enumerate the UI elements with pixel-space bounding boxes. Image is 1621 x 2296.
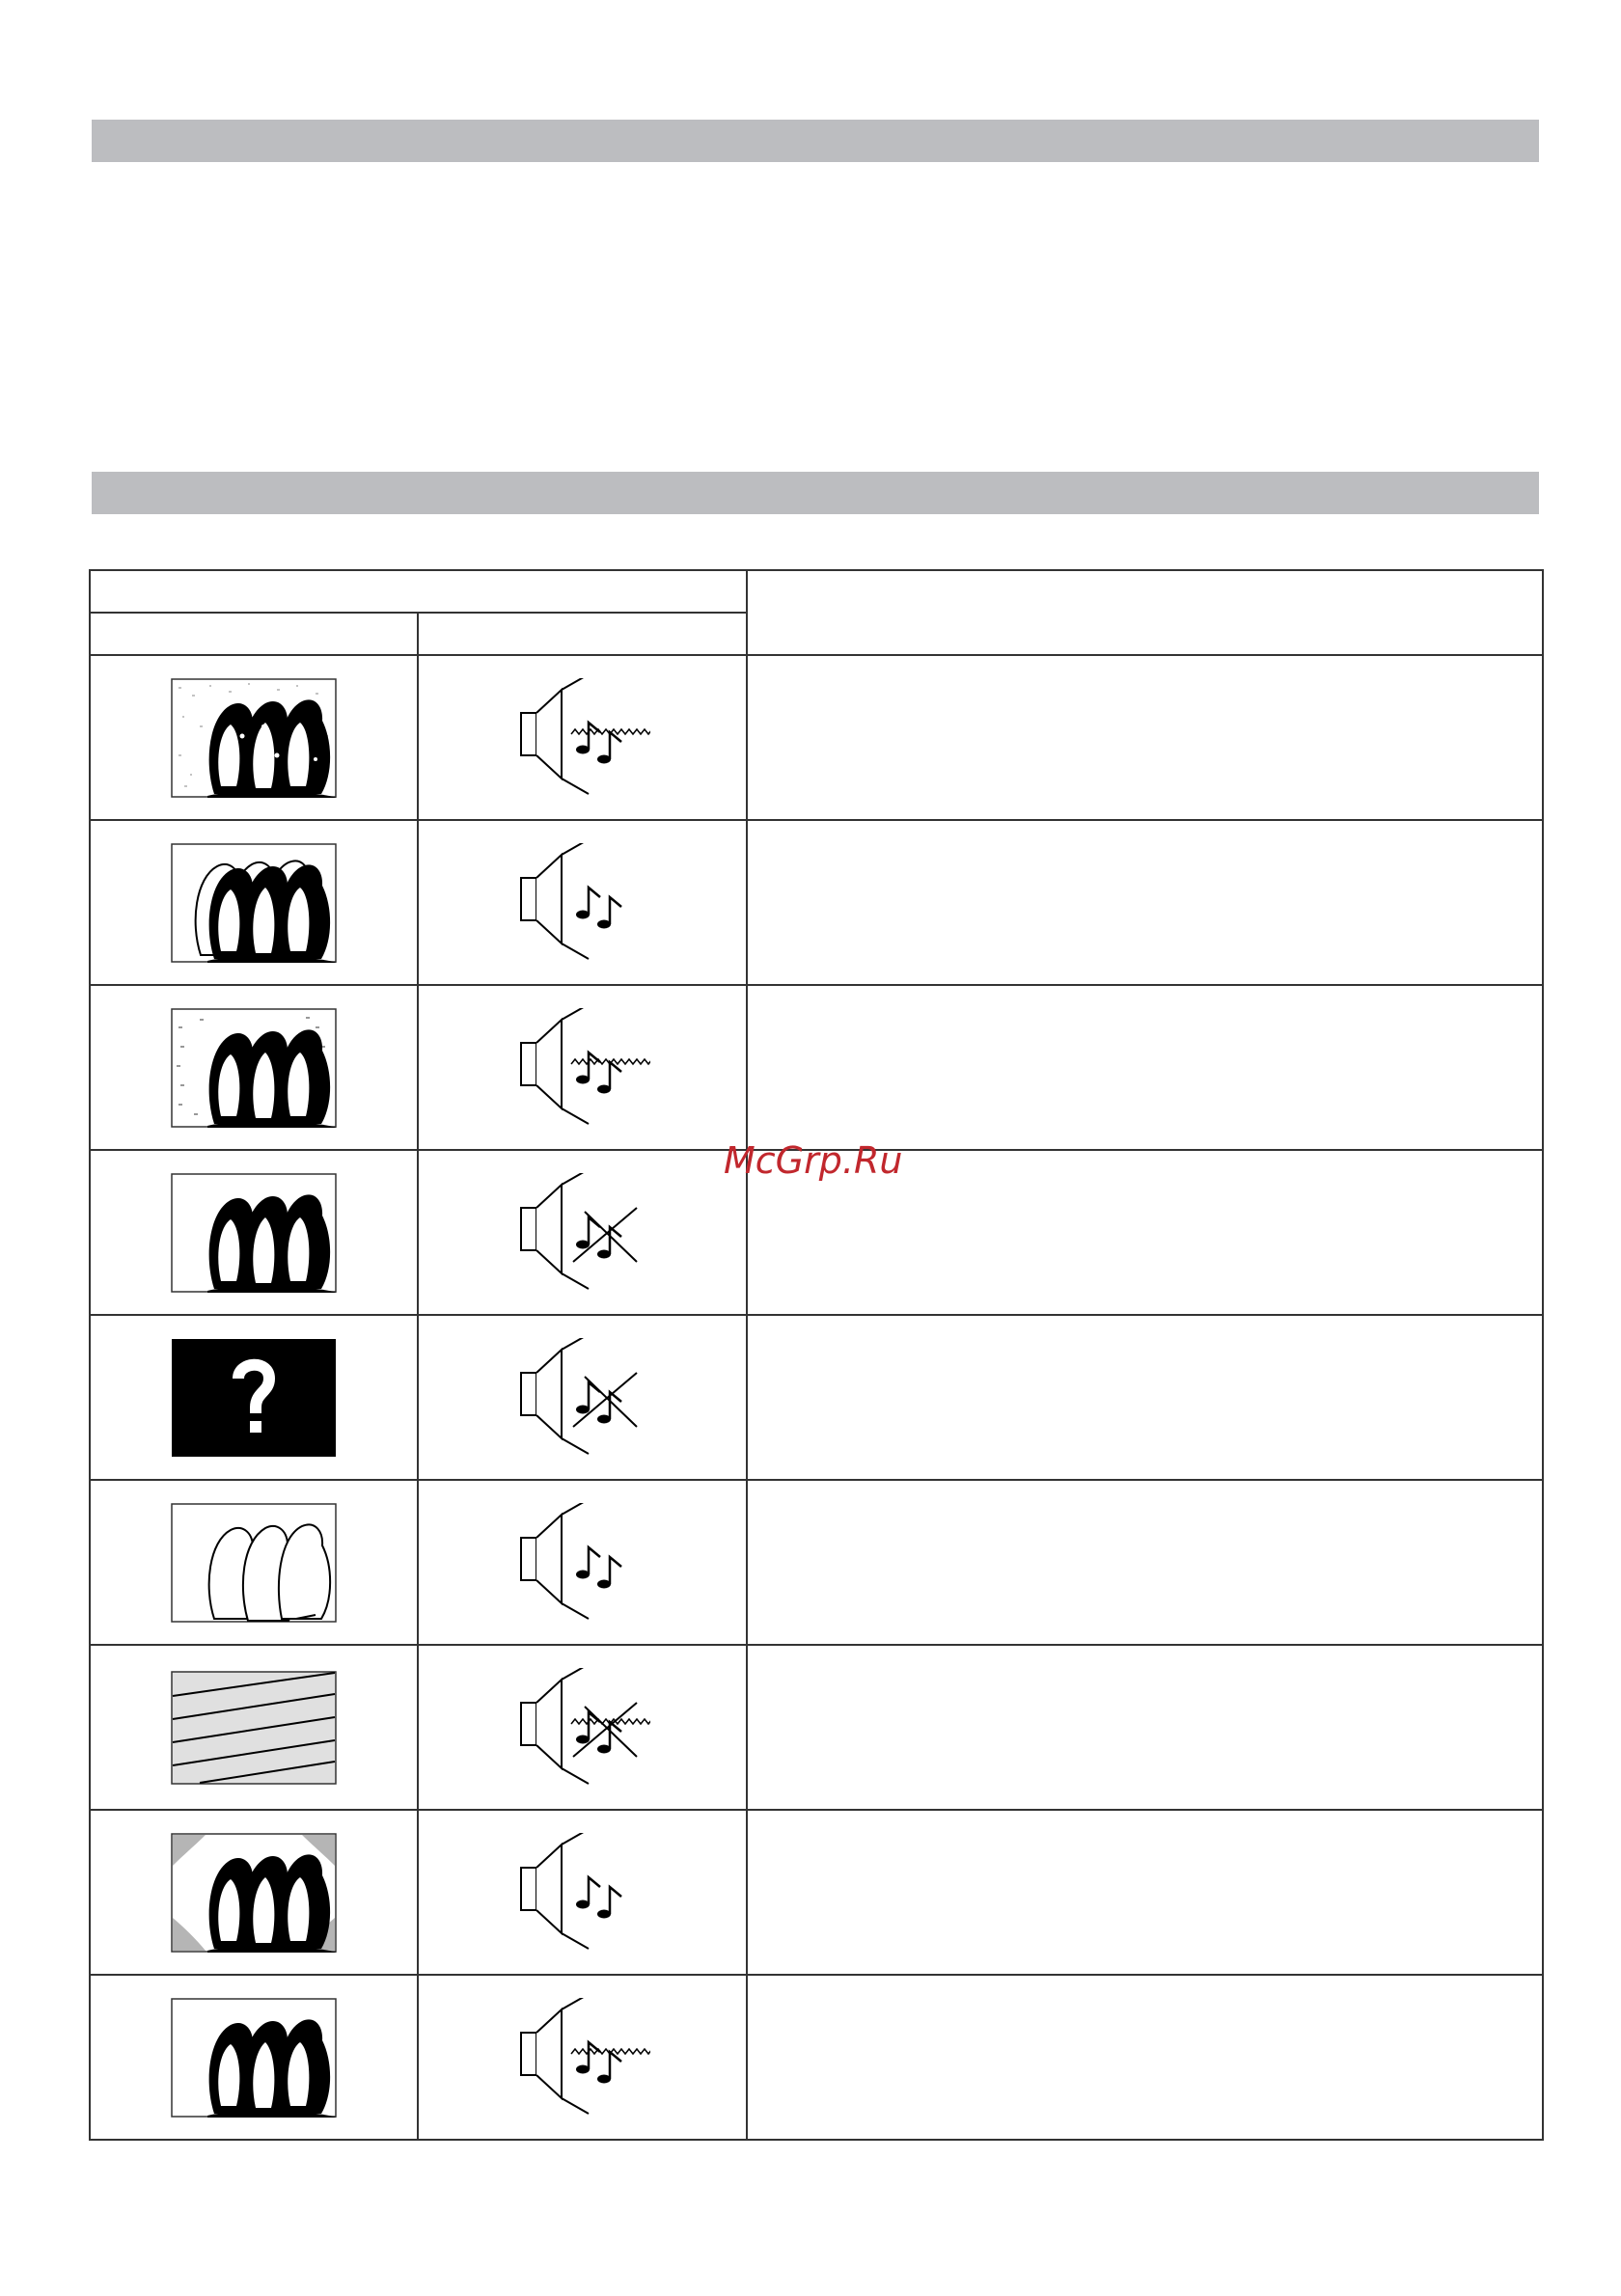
remedy-cell bbox=[747, 1810, 1543, 1975]
speaker-noisy-sound-icon bbox=[515, 678, 650, 798]
table-row bbox=[90, 1975, 1543, 2140]
section-header-bar bbox=[92, 472, 1539, 514]
speaker-normal-sound-icon bbox=[515, 1503, 650, 1623]
no-picture-question-mark-icon bbox=[171, 1338, 337, 1458]
remedy-cell bbox=[747, 655, 1543, 820]
remedy-cell bbox=[747, 985, 1543, 1150]
penguins-normal-picture-icon bbox=[171, 1173, 337, 1293]
table-row bbox=[90, 655, 1543, 820]
remedy-cell bbox=[747, 1315, 1543, 1480]
remedy-header-cell bbox=[747, 570, 1543, 655]
sound-header-cell bbox=[418, 613, 747, 655]
penguins-snow-noise-icon bbox=[171, 678, 337, 798]
speaker-normal-sound-icon bbox=[515, 843, 650, 963]
remedy-cell bbox=[747, 1480, 1543, 1645]
remedy-cell bbox=[747, 1645, 1543, 1810]
table-row bbox=[90, 1810, 1543, 1975]
penguins-normal-picture-icon bbox=[171, 1998, 337, 2118]
remedy-cell bbox=[747, 820, 1543, 985]
table-row bbox=[90, 820, 1543, 985]
penguins-color-patches-icon bbox=[171, 1833, 337, 1953]
section-header-bar bbox=[92, 120, 1539, 162]
penguins-ghost-image-icon bbox=[171, 843, 337, 963]
penguins-no-color-icon bbox=[171, 1503, 337, 1623]
penguins-interference-dots-icon bbox=[171, 1008, 337, 1128]
table-row bbox=[90, 1480, 1543, 1645]
speaker-noisy-sound-icon bbox=[515, 1008, 650, 1128]
speaker-noisy-no-sound-icon bbox=[515, 1668, 650, 1788]
table-row bbox=[90, 985, 1543, 1150]
speaker-noisy-sound-icon bbox=[515, 1998, 650, 2118]
remedy-cell bbox=[747, 1975, 1543, 2140]
speaker-no-sound-icon bbox=[515, 1173, 650, 1293]
troubleshooting-table bbox=[89, 569, 1544, 2141]
table-row bbox=[90, 1315, 1543, 1480]
watermark-logo bbox=[724, 1136, 926, 1183]
diagonal-lines-no-sync-icon bbox=[171, 1671, 337, 1785]
speaker-normal-sound-icon bbox=[515, 1833, 650, 1953]
symptoms-header-cell bbox=[90, 570, 747, 613]
speaker-no-sound-icon bbox=[515, 1338, 650, 1458]
table-row bbox=[90, 1645, 1543, 1810]
watermark-text: McGrp.Ru bbox=[724, 1139, 903, 1182]
picture-header-cell bbox=[90, 613, 418, 655]
